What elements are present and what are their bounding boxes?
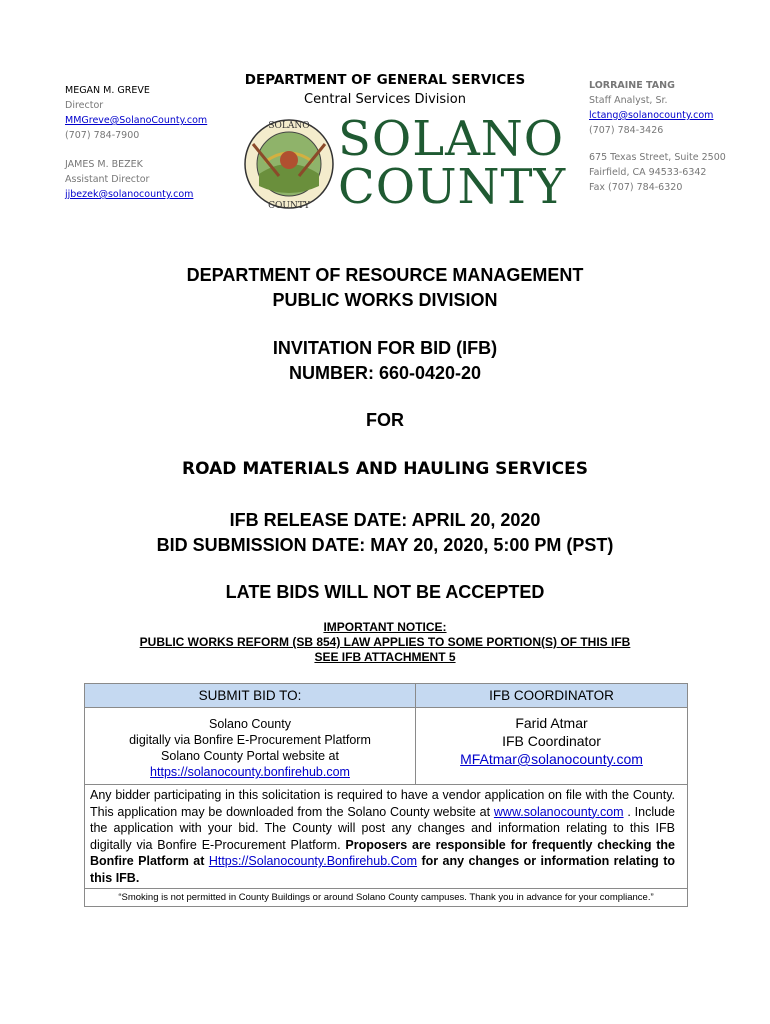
header-center (235, 72, 535, 107)
bonfire-portal-link[interactable]: https://solanocounty.bonfirehub.com (150, 765, 350, 779)
heading-for: FOR (366, 410, 404, 430)
director-name: MEGAN M. GREVE (65, 85, 150, 96)
smoking-notice: “Smoking is not permitted in County Buildings or around Solano County campuses. Thank you in advance for your compliance.” (85, 889, 688, 907)
analyst-title: Staff Analyst, Sr. (589, 95, 668, 106)
address-line-1: 675 Texas Street, Suite 2500 (589, 152, 726, 163)
director-phone: (707) 784-7900 (65, 130, 140, 141)
important-notice (0, 620, 770, 665)
fax-number: Fax (707) 784-6320 (589, 182, 683, 193)
release-date: IFB RELEASE DATE: APRIL 20, 2020 (229, 510, 541, 530)
logo-wordmark-top: SOLANO (338, 111, 565, 167)
assistant-director-name: JAMES M. BEZEK (65, 159, 143, 170)
submit-line-2: digitally via Bonfire E-Procurement Platform (129, 733, 371, 747)
coordinator-cell (416, 708, 688, 785)
assistant-director-title: Assistant Director (65, 174, 150, 185)
heading-department: DEPARTMENT OF RESOURCE MANAGEMENT (186, 265, 584, 285)
heading-invitation: INVITATION FOR BID (IFB) (272, 338, 498, 358)
division-title: Central Services Division (304, 92, 466, 107)
submit-line-3: Solano County Portal website at (161, 749, 339, 763)
assistant-director-email-link[interactable]: jjbezek@solanocounty.com (65, 189, 194, 200)
address-line-2: Fairfield, CA 94533-6342 (589, 167, 707, 178)
para-bold-b: for any changes or information relating to this IFB. (90, 854, 676, 885)
header-left-contacts (65, 83, 207, 202)
analyst-phone: (707) 784-3426 (589, 125, 664, 136)
heading-ifb-number: NUMBER: 660-0420-20 (288, 363, 482, 383)
director-email-link[interactable]: MMGreve@SolanoCounty.com (65, 115, 208, 126)
late-bids-warning: LATE BIDS WILL NOT BE ACCEPTED (225, 582, 545, 602)
solano-county-logo (243, 111, 567, 215)
coordinator-email-link[interactable]: MFAtmar@solanocounty.com (460, 751, 643, 767)
director-title: Director (65, 100, 104, 111)
header-right-contacts (589, 78, 726, 195)
seal-bottom-text: COUNTY (268, 201, 310, 211)
county-website-link[interactable]: www.solanocounty.com (493, 804, 624, 819)
analyst-name: LORRAINE TANG (589, 80, 675, 91)
coordinator-name: Farid Atmar (515, 715, 588, 731)
notice-attachment: SEE IFB ATTACHMENT 5 (314, 650, 456, 664)
submit-line-1: Solano County (208, 717, 291, 731)
heading-project-title: ROAD MATERIALS AND HAULING SERVICES (182, 459, 588, 479)
seal-top-text: SOLANO (268, 121, 310, 131)
submit-bid-header: SUBMIT BID TO: (85, 684, 416, 708)
bonfire-platform-link[interactable]: Https://Solanocounty.Bonfirehub.Com (208, 854, 418, 868)
heading-division: PUBLIC WORKS DIVISION (272, 290, 498, 310)
bid-info-table (84, 683, 688, 907)
department-title: DEPARTMENT OF GENERAL SERVICES (244, 72, 526, 88)
para-bold-a: Proposers are responsible for frequently checking the Bonfire Platform at (90, 837, 676, 868)
notice-title: IMPORTANT NOTICE: (323, 620, 447, 634)
para-text-b: . Include the application with your bid. The County will post any changes and information relating to this IFB digitally via Bonfire E-Procurement Platform. (90, 804, 675, 852)
coordinator-header: IFB COORDINATOR (416, 684, 688, 708)
para-text-a: Any bidder participating in this solicitation is required to have a vendor application on file with the County. This application may be downloaded from the Solano County website at (90, 788, 675, 819)
vendor-application-paragraph (85, 785, 688, 889)
coordinator-title: IFB Coordinator (502, 733, 601, 749)
notice-law: PUBLIC WORKS REFORM (SB 854) LAW APPLIES TO SOME PORTION(S) OF THIS IFB (139, 635, 631, 649)
submission-date: BID SUBMISSION DATE: MAY 20, 2020, 5:00 PM (PST) (156, 535, 614, 555)
submit-bid-cell (85, 708, 416, 785)
logo-wordmark-bottom: COUNTY (338, 159, 567, 215)
analyst-email-link[interactable]: lctang@solanocounty.com (589, 110, 714, 121)
